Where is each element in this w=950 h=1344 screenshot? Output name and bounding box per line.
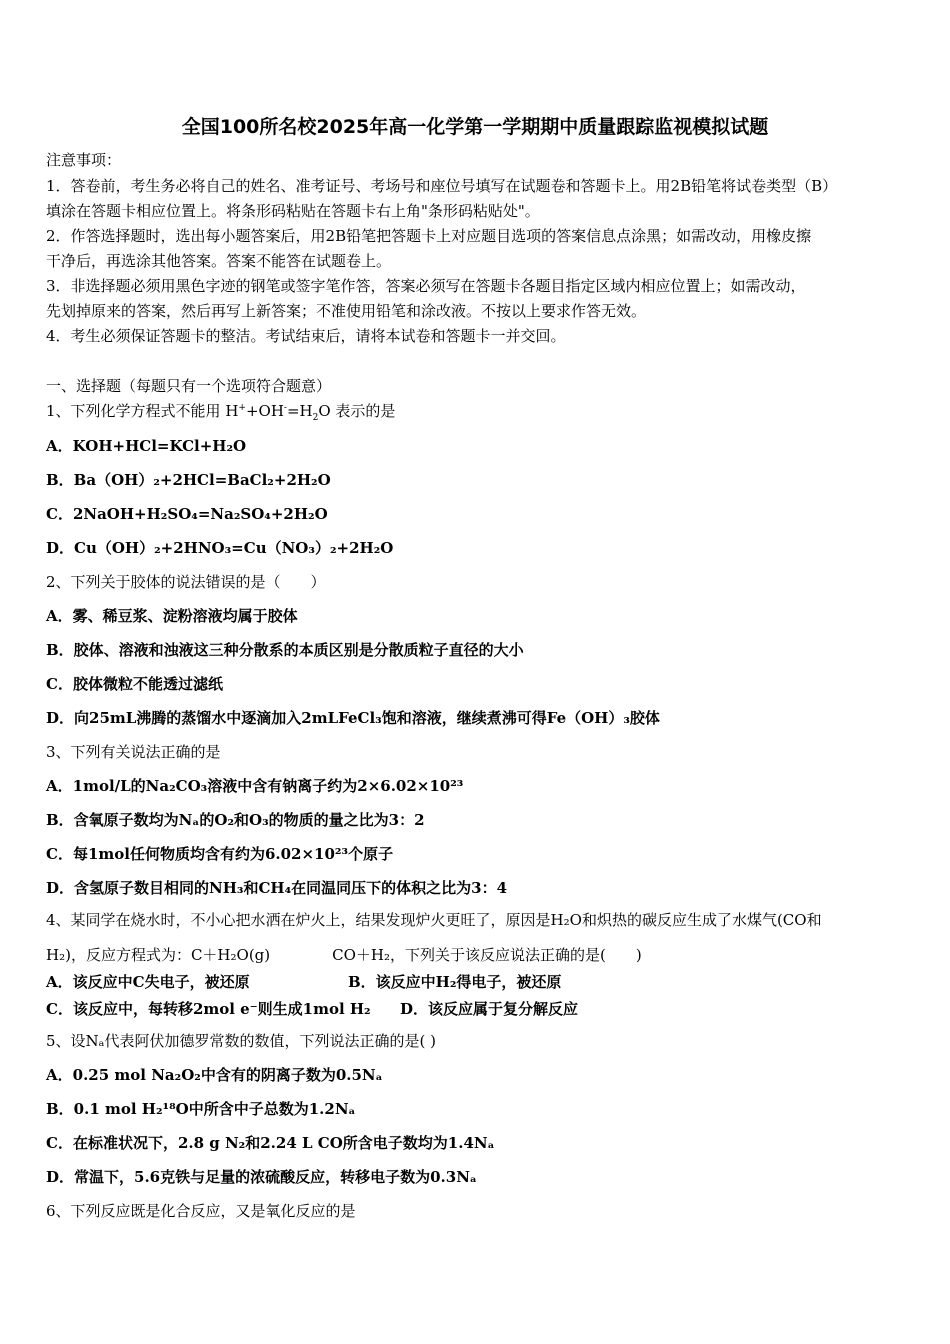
page-title: 全国100所名校2025年高一化学第一学期期中质量跟踪监视模拟试题 bbox=[181, 116, 769, 138]
question-2-stem: 2、下列关于胶体的说法错误的是（ ） bbox=[46, 573, 326, 591]
question-1-option-d: D．Cu（OH）₂+2HNO₃=Cu（NO₃）₂+2H₂O bbox=[46, 539, 394, 557]
section-heading: 一、选择题（每题只有一个选项符合题意） bbox=[46, 377, 332, 395]
notice-line: 4．考生必须保证答题卡的整洁。考试结束后，请将本试卷和答题卡一并交回。 bbox=[46, 327, 566, 345]
question-1-option-a: A．KOH+HCl=KCl+H₂O bbox=[46, 437, 247, 455]
notice-line: 3．非选择题必须用黑色字迹的钢笔或签字笔作答，答案必须写在答题卡各题目指定区域内相应位置上；如需改动， bbox=[46, 277, 806, 295]
question-5-option-a: A．0.25 mol Na₂O₂中含有的阴离子数为0.5Nₐ bbox=[46, 1066, 383, 1084]
question-5-option-d: D．常温下，5.6克铁与足量的浓硫酸反应，转移电子数为0.3Nₐ bbox=[46, 1168, 477, 1186]
question-4-stem: 4、某同学在烧水时，不小心把水洒在炉火上，结果发现炉火更旺了，原因是H₂O和炽热的碳反应生成了水煤气(CO和 bbox=[46, 911, 822, 929]
question-3-option-b: B．含氧原子数均为Nₐ的O₂和O₃的物质的量之比为3：2 bbox=[46, 811, 425, 829]
question-2-option-a: A．雾、稀豆浆、淀粉溶液均属于胶体 bbox=[46, 607, 298, 625]
question-1-stem: 1、下列化学方程式不能用 $H^++OH^-=H_2O$ 表示的是 bbox=[46, 402, 396, 423]
question-4-option-b: B．该反应中H₂得电子，被还原 bbox=[348, 973, 562, 991]
question-4-stem-cont: H₂)，反应方程式为：C＋H₂O(g) CO＋H₂，下列关于该反应说法正确的是( ) bbox=[46, 946, 642, 964]
question-2-option-c: C．胶体微粒不能透过滤纸 bbox=[46, 675, 223, 693]
question-3-option-d: D．含氢原子数目相同的NH₃和CH₄在同温同压下的体积之比为3：4 bbox=[46, 879, 508, 897]
notice-line: 2．作答选择题时，选出每小题答案后，用2B铅笔把答题卡上对应题目选项的答案信息点涂黑；如需改动，用橡皮擦 bbox=[46, 227, 812, 245]
question-3-option-c: C．每1mol任何物质均含有约为6.02×10²³个原子 bbox=[46, 845, 394, 863]
question-2-option-b: B．胶体、溶液和浊液这三种分散系的本质区别是分散质粒子直径的大小 bbox=[46, 641, 524, 659]
question-5-option-c: C．在标准状况下，2.8 g N₂和2.24 L CO所含电子数均为1.4Nₐ bbox=[46, 1134, 495, 1152]
question-2-option-d: D．向25mL沸腾的蒸馏水中逐滴加入2mLFeCl₃饱和溶液，继续煮沸可得Fe（OH）₃胶体 bbox=[46, 709, 660, 727]
question-3-stem: 3、下列有关说法正确的是 bbox=[46, 743, 221, 761]
notice-line: 干净后，再选涂其他答案。答案不能答在试题卷上。 bbox=[46, 252, 392, 270]
question-5-stem: 5、设Nₐ代表阿伏加德罗常数的数值，下列说法正确的是( ) bbox=[46, 1032, 436, 1050]
question-4-option-c: C．该反应中，每转移2mol e⁻则生成1mol H₂ bbox=[46, 1000, 371, 1018]
question-3-option-a: A．1mol/L的Na₂CO₃溶液中含有钠离子约为2×6.02×10²³ bbox=[46, 777, 464, 795]
notice-line: 填涂在答题卡相应位置上。将条形码粘贴在答题卡右上角"条形码粘贴处"。 bbox=[46, 202, 540, 220]
question-1-option-c: C．2NaOH+H₂SO₄=Na₂SO₄+2H₂O bbox=[46, 505, 328, 523]
notice-heading: 注意事项： bbox=[46, 151, 122, 169]
notice-line: 先划掉原来的答案，然后再写上新答案；不准使用铅笔和涂改液。不按以上要求作答无效。 bbox=[46, 302, 647, 320]
question-5-option-b: B．0.1 mol H₂¹⁸O中所含中子总数为1.2Nₐ bbox=[46, 1100, 356, 1118]
question-1-option-b: B．Ba（OH）₂+2HCl=BaCl₂+2H₂O bbox=[46, 471, 331, 489]
notice-line: 1．答卷前，考生务必将自己的姓名、准考证号、考场号和座位号填写在试题卷和答题卡上。用2B铅笔将试卷类型（B） bbox=[46, 177, 838, 195]
question-4-option-a: A．该反应中C失电子，被还原 bbox=[46, 973, 250, 991]
question-6-stem: 6、下列反应既是化合反应，又是氧化反应的是 bbox=[46, 1202, 356, 1220]
question-4-option-d: D．该反应属于复分解反应 bbox=[400, 1000, 579, 1018]
